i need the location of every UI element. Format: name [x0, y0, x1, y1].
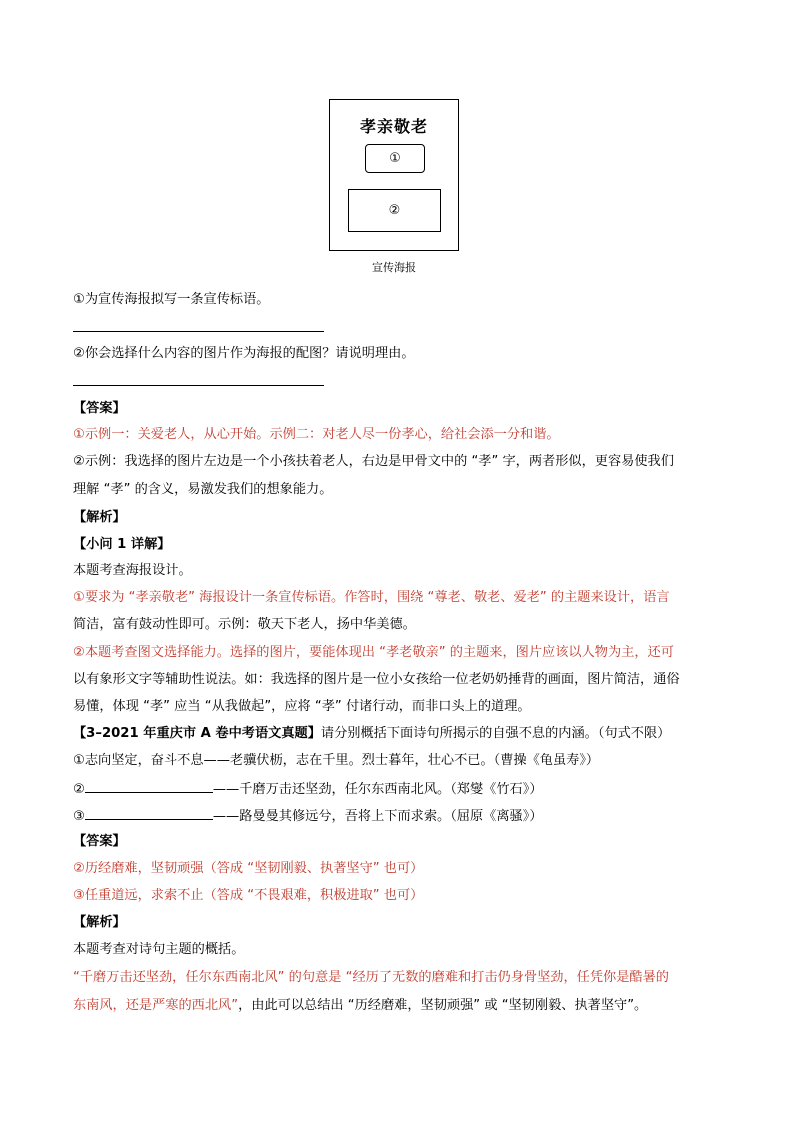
fill-blank-2[interactable]: [85, 778, 213, 793]
question-3-header: [73, 724, 670, 744]
analysis-line-black: ，由此可以总结出 “历经磨难，坚韧顽强” 或 “坚韧刚毅、执著坚守”。: [238, 998, 648, 1013]
poster-illustration: [329, 99, 459, 251]
analysis-line: [73, 996, 647, 1016]
analysis-line: “千磨万击还坚劲，任尔东西南北风” 的句意是 “经历了无数的磨难和打击仍身骨坚劲，任凭你是酷暑的: [73, 970, 669, 985]
question-3-prompt: 请分别概括下面诗句所揭示的自强不息的内涵。（句式不限）: [320, 726, 671, 741]
analysis-line: 简洁，富有鼓动性即可。示例：敬天下老人，扬中华美德。: [73, 617, 416, 632]
poem-item-3-text: ——路曼曼其修远兮，吾将上下而求索。（屈原《离骚》）: [212, 809, 543, 824]
answer-blank-line-2: [73, 385, 324, 386]
fill-blank-3[interactable]: [85, 805, 213, 820]
answer-line: ②示例：我选择的图片左边是一个小孩扶着老人，右边是甲骨文中的 “孝” 字，两者形似，更容易使我们: [73, 454, 674, 469]
poem-item-1: ①志向坚定，奋斗不息——老骥伏枥，志在千里。烈士暮年，壮心不已。（曹操《龟虽寿》）: [73, 753, 600, 768]
answer-line: 理解 “孝” 的含义，易激发我们的想象能力。: [73, 482, 333, 497]
poster-title: 孝亲敬老: [359, 117, 428, 136]
answer-label-text: 【答案】: [73, 834, 126, 849]
answer-label: [73, 832, 126, 852]
answer-line: ③任重道远，求索不止（答成 “不畏艰难，积极进取” 也可）: [73, 888, 424, 903]
poem-item-2-text: ——千磨万击还坚劲，任尔东西南北风。（郑燮《竹石》）: [212, 782, 543, 797]
analysis-line: ①要求为 “孝亲敬老” 海报设计一条宣传标语。作答时，围绕 “尊老、敬老、爱老” 的主题来设计，语言: [73, 590, 670, 605]
question-prompt-2: ②你会选择什么内容的图片作为海报的配图？请说明理由。: [73, 346, 415, 361]
analysis-line-red: 东南风，还是严寒的西北风”: [73, 998, 239, 1013]
answer-line: ①示例一：关爱老人，从心开始。示例二：对老人尽一份孝心，给社会添一分和谐。: [73, 427, 560, 442]
analysis-line: 易懂，体现 “孝” 应当 “从我做起”，应将 “孝” 付诸行动，而非口头上的道理。: [73, 699, 531, 714]
sub-question-label: [73, 535, 170, 555]
analysis-label: [73, 913, 126, 933]
sub-question-label-text: 【小问 1 详解】: [73, 537, 171, 552]
analysis-intro: 本题考查对诗句主题的概括。: [73, 942, 245, 957]
question-prompt-1: ①为宣传海报拟写一条宣传标语。: [73, 292, 270, 307]
poster-slogan-box: ①: [365, 144, 425, 173]
analysis-label: [73, 508, 126, 528]
answer-line: ②历经磨难，坚韧顽强（答成 “坚韧刚毅、执著坚守” 也可）: [73, 861, 424, 876]
analysis-intro: 本题考查海报设计。: [73, 563, 192, 578]
poem-item-2-number: ②: [73, 782, 85, 797]
analysis-line: 以有象形文字等辅助性说法。如：我选择的图片是一位小女孩给一位老奶奶捶背的画面，图片简洁，通俗: [73, 672, 680, 687]
analysis-label-text: 【解析】: [73, 510, 126, 525]
poem-item-2: [73, 778, 543, 800]
poem-item-3-number: ③: [73, 809, 85, 824]
analysis-label-text: 【解析】: [73, 915, 126, 930]
poster-image-box: ②: [348, 189, 441, 232]
answer-label: [73, 399, 126, 419]
answer-blank-line-1: [73, 331, 324, 332]
analysis-line: ②本题考查图文选择能力。选择的图片，要能体现出 “孝老敬亲” 的主题来，图片应该以人物为主，还可: [73, 645, 674, 660]
answer-label-text: 【答案】: [73, 401, 126, 416]
question-source: 【3–2021 年重庆市 A 卷中考语文真题】: [73, 726, 321, 741]
figure-caption: 宣传海报: [372, 261, 416, 274]
poem-item-3: [73, 805, 543, 827]
